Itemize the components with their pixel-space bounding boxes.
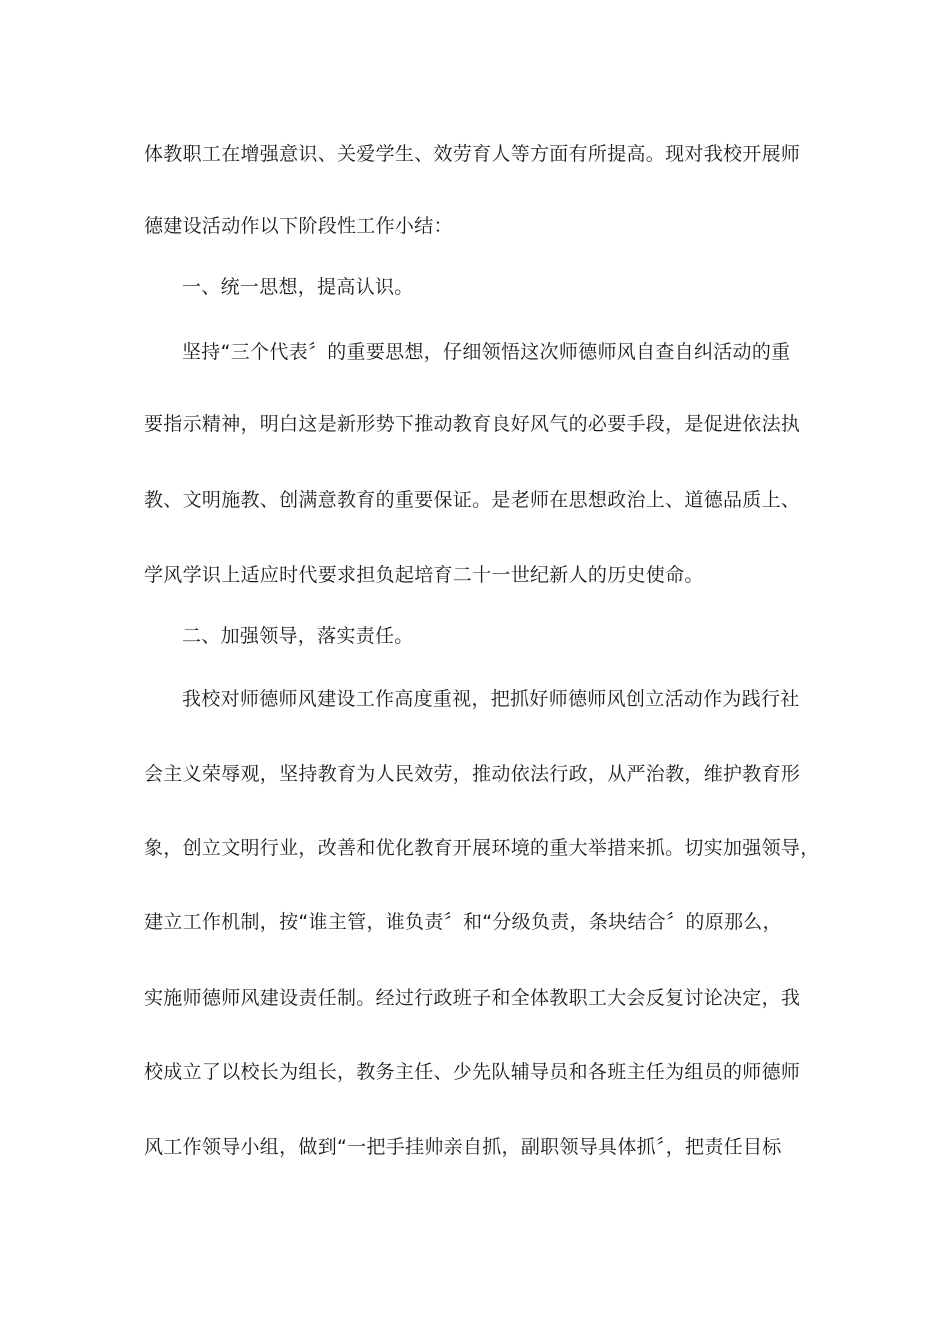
section-heading: 一、统一思想，提高认识。 (182, 276, 414, 298)
text-line: 会主义荣辱观，坚持教育为人民效劳，推动依法行政，从严治教，维护教育形 (144, 763, 801, 785)
text-line: 建立工作机制，按“谁主管，谁负责〞和“分级负责，条块结合〞的原那么， (144, 911, 782, 933)
text-line: 我校对师德师风建设工作高度重视，把抓好师德师风创立活动作为践行社 (182, 688, 800, 710)
text-line: 学风学识上适应时代要求担负起培育二十一世纪新人的历史使命。 (144, 564, 704, 586)
text-line: 体教职工在增强意识、关爱学生、效劳育人等方面有所提高。现对我校开展师 (144, 143, 801, 165)
text-line: 象，创立文明行业，改善和优化教育开展环境的重大举措来抓。切实加强领导， (144, 837, 820, 859)
text-line: 校成立了以校长为组长，教务主任、少先队辅导员和各班主任为组员的师德师 (144, 1061, 801, 1083)
text-line: 德建设活动作以下阶段性工作小结： (144, 215, 453, 237)
text-line: 要指示精神，明白这是新形势下推动教育良好风气的必要手段，是促进依法执 (144, 413, 801, 435)
text-line: 教、文明施教、创满意教育的重要保证。是老师在思想政治上、道德品质上、 (144, 489, 801, 511)
section-heading: 二、加强领导，落实责任。 (182, 625, 414, 647)
text-line: 实施师德师风建设责任制。经过行政班子和全体教职工大会反复讨论决定，我 (144, 987, 801, 1009)
text-line: 坚持“三个代表〞的重要思想，仔细领悟这次师德师风自查自纠活动的重 (182, 341, 791, 363)
text-line: 风工作领导小组，做到“一把手挂帅亲自抓，副职领导具体抓〞，把责任目标 (144, 1136, 782, 1158)
